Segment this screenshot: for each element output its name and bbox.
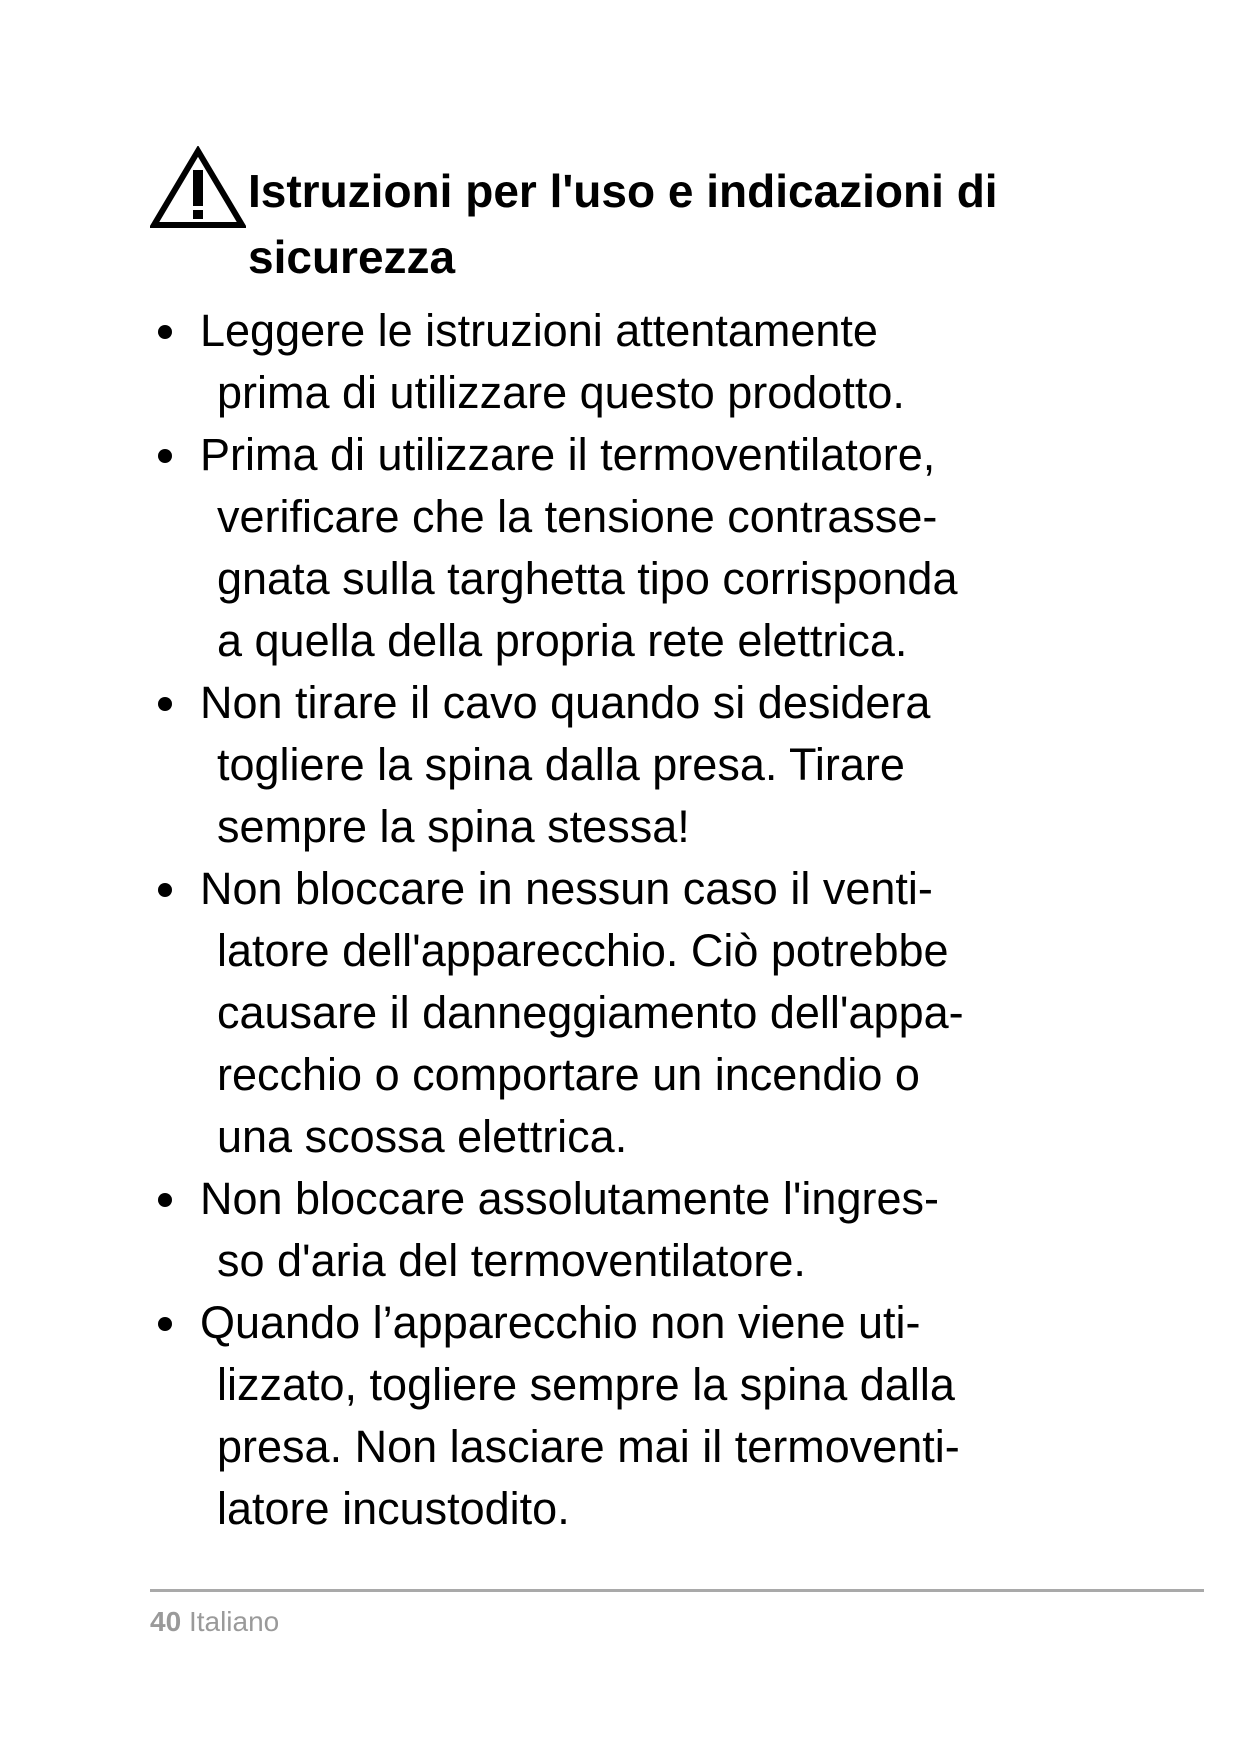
bullet-point — [158, 697, 172, 711]
instruction-line: Non bloccare assolutamente l'ingres- — [200, 1173, 939, 1224]
instruction-line: Prima di utilizzare il termoventilatore, — [200, 429, 936, 480]
instruction-line: una scossa elettrica. — [217, 1111, 628, 1162]
safety-instructions-list — [150, 300, 1090, 1540]
instruction-line: Quando l’apparecchio non viene uti- — [200, 1297, 921, 1348]
instruction-line: Non tirare il cavo quando si desidera — [200, 677, 931, 728]
instruction-line: prima di utilizzare questo prodotto. — [217, 367, 905, 418]
warning-triangle-icon — [150, 146, 246, 230]
instruction-line: latore dell'apparecchio. Ciò potrebbe — [217, 925, 949, 976]
instruction-line: togliere la spina dalla presa. Tirare — [217, 739, 905, 790]
footer-language: Italiano — [188, 1606, 280, 1637]
instruction-item-4 — [150, 858, 1090, 1168]
instruction-item-6 — [150, 1292, 1090, 1540]
instruction-item-2 — [150, 424, 1090, 672]
page-number: 40 — [150, 1606, 182, 1637]
page-title-line-2: sicurezza — [248, 231, 456, 283]
instruction-line: sempre la spina stessa! — [217, 801, 690, 852]
instruction-line: a quella della propria rete elettrica. — [217, 615, 908, 666]
page-title — [248, 158, 1148, 290]
bullet-point — [158, 449, 172, 463]
instruction-line: recchio o comportare un incendio o — [217, 1049, 920, 1100]
instruction-line: causare il danneggiamento dell'appa- — [217, 987, 964, 1038]
instruction-line: presa. Non lasciare mai il termoventi- — [217, 1421, 960, 1472]
instruction-line: gnata sulla targhetta tipo corrisponda — [217, 553, 958, 604]
footer-divider — [150, 1589, 1204, 1592]
instruction-item-3 — [150, 672, 1090, 858]
bullet-point — [158, 325, 172, 339]
instruction-item-1 — [150, 300, 1090, 424]
bullet-point — [158, 1317, 172, 1331]
bullet-point — [158, 883, 172, 897]
instruction-item-5 — [150, 1168, 1090, 1292]
instruction-line: Non bloccare in nessun caso il venti- — [200, 863, 933, 914]
instruction-line: lizzato, togliere sempre la spina dalla — [217, 1359, 955, 1410]
page-footer — [150, 1604, 279, 1640]
instruction-line: Leggere le istruzioni attentamente — [200, 305, 878, 356]
bullet-point — [158, 1193, 172, 1207]
page-title-line-1: Istruzioni per l'uso e indicazioni di — [248, 165, 998, 217]
instruction-line: so d'aria del termoventilatore. — [217, 1235, 806, 1286]
instruction-line: latore incustodito. — [217, 1483, 570, 1534]
instruction-line: verificare che la tensione contrasse- — [217, 491, 938, 542]
